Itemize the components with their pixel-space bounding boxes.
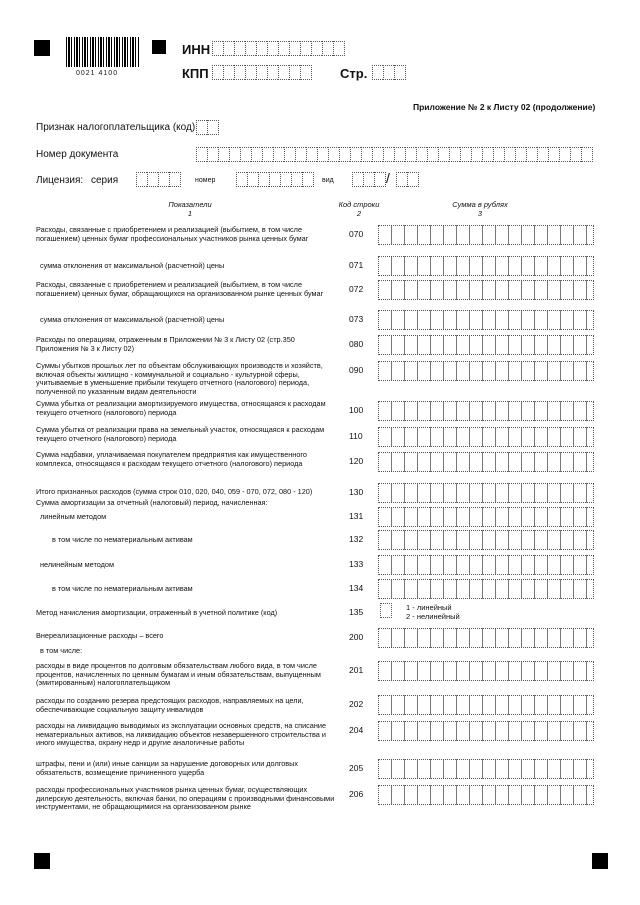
registration-mark-top-left (34, 40, 50, 56)
column-amount-header: Сумма в рублях (452, 200, 508, 209)
row-071-amount[interactable] (378, 256, 594, 276)
row-072-label: Расходы, связанные с приобретением и реализацией (выбытием, в том числе погашением) ценных бумаг, обращающихся на организованном рынке ценных бумаг (36, 280, 324, 298)
row-132-code: 132 (349, 534, 364, 544)
row-100-label: Сумма убытка от реализации амортизируемого имущества, относящаяся к расходам текущего отчетного (налогового) периода (36, 399, 326, 417)
row-204-label: расходы на ликвидацию выводимых из эксплуатации основных средств, на списание нематериальных активов, на ликвидацию объектов незавершенного строительства и иного имущества, охрану недр и другие аналогичные работы (36, 721, 327, 748)
inn-field[interactable] (212, 41, 345, 56)
registration-mark-bottom-right (592, 853, 608, 869)
barcode-image (66, 37, 140, 67)
registration-mark-top-right (152, 40, 166, 54)
row-070-label: Расходы, связанные с приобретением и реализацией (выбытием, в том числе погашением) ценных бумаг профессиональных участников рынка ценных бумаг (36, 225, 309, 243)
row-132-label: в том числе по нематериальным активам (52, 535, 193, 544)
row-100-amount[interactable] (378, 401, 594, 421)
row-133-code: 133 (349, 559, 364, 569)
row-202-label: расходы по созданию резерва предстоящих расходов, направляемых на цели, обеспечивающие социальную защиту инвалидов (36, 696, 304, 714)
row-073-amount[interactable] (378, 310, 594, 330)
row-131-amount[interactable] (378, 507, 594, 527)
row-080-amount[interactable] (378, 335, 594, 355)
row-134-amount[interactable] (378, 579, 594, 599)
registration-mark-bottom-left (34, 853, 50, 869)
row-201-label: расходы в виде процентов по долговым обязательствам любого вида, в том числе процентов, начисленных по ценным бумагам и иным обязательствам, выпущенным (эмитированным) налогоплательщиком (36, 661, 321, 688)
taxpayer-sign-label: Признак налогоплательщика (код) (36, 122, 196, 133)
row-135-code: 135 (349, 607, 364, 617)
amortization-heading: Сумма амортизации за отчетный (налоговый) период, начисленная: (36, 498, 268, 507)
including-label: в том числе: (40, 646, 83, 655)
row-204-amount[interactable] (378, 721, 594, 741)
row-090-amount[interactable] (378, 361, 594, 381)
inn-label: ИНН (182, 42, 211, 57)
row-200-label: Внереализационные расходы – всего (36, 631, 164, 640)
row-205-amount[interactable] (378, 759, 594, 779)
row-080-code: 080 (349, 339, 364, 349)
row-134-code: 134 (349, 583, 364, 593)
kpp-label: КПП (182, 66, 209, 81)
license-series-label: серия (91, 175, 119, 186)
row-206-label: расходы профессиональных участников рынка ценных бумаг, осуществляющих дилерскую деятельность, включая банки, по операциям с производными финансовыми инструментами, не обращающимися на организованном рынке (36, 785, 335, 812)
row-071-code: 071 (349, 260, 364, 270)
appendix-title: Приложение № 2 к Листу 02 (продолжение) (413, 102, 596, 112)
row-135-method-field[interactable] (380, 603, 392, 618)
method-option-nonlinear: 2 - нелинейный (406, 612, 460, 621)
row-130-label: Итого признанных расходов (сумма строк 010, 020, 040, 059 - 070, 072, 080 - 120) (36, 487, 313, 496)
row-133-label: нелинейным методом (40, 560, 114, 569)
column-indicators-number: 1 (187, 209, 193, 218)
row-130-code: 130 (349, 487, 364, 497)
column-amount-number: 3 (477, 209, 483, 218)
row-070-amount[interactable] (378, 225, 594, 245)
row-080-label: Расходы по операциям, отраженным в Приложении № 3 к Листу 02 (стр.350 Приложения № 3 к Листу 02) (36, 335, 295, 353)
row-070-code: 070 (349, 229, 364, 239)
row-133-amount[interactable] (378, 555, 594, 575)
row-110-amount[interactable] (378, 427, 594, 447)
row-120-amount[interactable] (378, 452, 594, 472)
document-number-label: Номер документа (36, 149, 119, 160)
row-130-amount[interactable] (378, 483, 594, 503)
row-204-code: 204 (349, 725, 364, 735)
row-201-amount[interactable] (378, 661, 594, 681)
row-072-code: 072 (349, 284, 364, 294)
row-072-amount[interactable] (378, 280, 594, 300)
row-131-code: 131 (349, 511, 364, 521)
row-202-code: 202 (349, 699, 364, 709)
row-090-label: Суммы убытков прошлых лет по объектам обслуживающих производств и хозяйств, включая объекты жилищно - коммунальной и социально - культурной сферы, учитываемые в уменьшение прибыли текущего отчетного (налогового) периода, полученной по указанным видам деятельности (36, 361, 323, 396)
row-071-label: сумма отклонения от максимальной (расчетной) цены (40, 261, 225, 270)
row-090-code: 090 (349, 365, 364, 375)
row-206-code: 206 (349, 789, 364, 799)
row-206-amount[interactable] (378, 785, 594, 805)
row-073-code: 073 (349, 314, 364, 324)
row-120-label: Сумма надбавки, уплачиваемая покупателем предприятия как имущественного комплекса, относящаяся к расходам текущего отчетного (налогового) периода (36, 450, 307, 468)
row-134-label: в том числе по нематериальным активам (52, 584, 193, 593)
row-202-amount[interactable] (378, 695, 594, 715)
barcode-number: 0021 4100 (76, 70, 119, 77)
license-label: Лицензия: (36, 175, 84, 186)
license-series-field[interactable] (136, 172, 181, 187)
row-201-code: 201 (349, 665, 364, 675)
column-code-number: 2 (356, 209, 362, 218)
method-option-linear: 1 - линейный (406, 603, 452, 612)
row-200-code: 200 (349, 632, 364, 642)
column-code-header: Код строки (338, 200, 380, 209)
row-135-label: Метод начисления амортизации, отраженный в учетной политике (код) (36, 608, 278, 617)
license-number-label: номер (195, 177, 216, 184)
kpp-field[interactable] (212, 65, 312, 80)
license-type-label: вид (322, 177, 334, 184)
license-type-field-1[interactable] (352, 172, 386, 187)
taxpayer-sign-field[interactable] (196, 120, 219, 135)
column-indicators-header: Показатели (168, 200, 212, 209)
license-number-field[interactable] (236, 172, 314, 187)
row-200-amount[interactable] (378, 628, 594, 648)
page-label: Стр. (340, 66, 368, 81)
row-120-code: 120 (349, 456, 364, 466)
row-073-label: сумма отклонения от максимальной (расчетной) цены (40, 315, 225, 324)
page-number-field[interactable] (372, 65, 406, 80)
row-110-code: 110 (349, 431, 363, 441)
row-132-amount[interactable] (378, 530, 594, 550)
row-205-label: штрафы, пени и (или) иные санкции за нарушение договорных или долговых обязательств, возмещение причиненного ущерба (36, 759, 299, 777)
row-131-label: линейным методом (40, 512, 107, 521)
license-type-slash: / (386, 170, 390, 186)
row-205-code: 205 (349, 763, 364, 773)
row-100-code: 100 (349, 405, 364, 415)
license-type-field-2[interactable] (396, 172, 419, 187)
document-number-field[interactable] (196, 147, 593, 162)
row-110-label: Сумма убытка от реализации права на земельный участок, относящаяся к расходам текущего отчетного (налогового) периода (36, 425, 325, 443)
